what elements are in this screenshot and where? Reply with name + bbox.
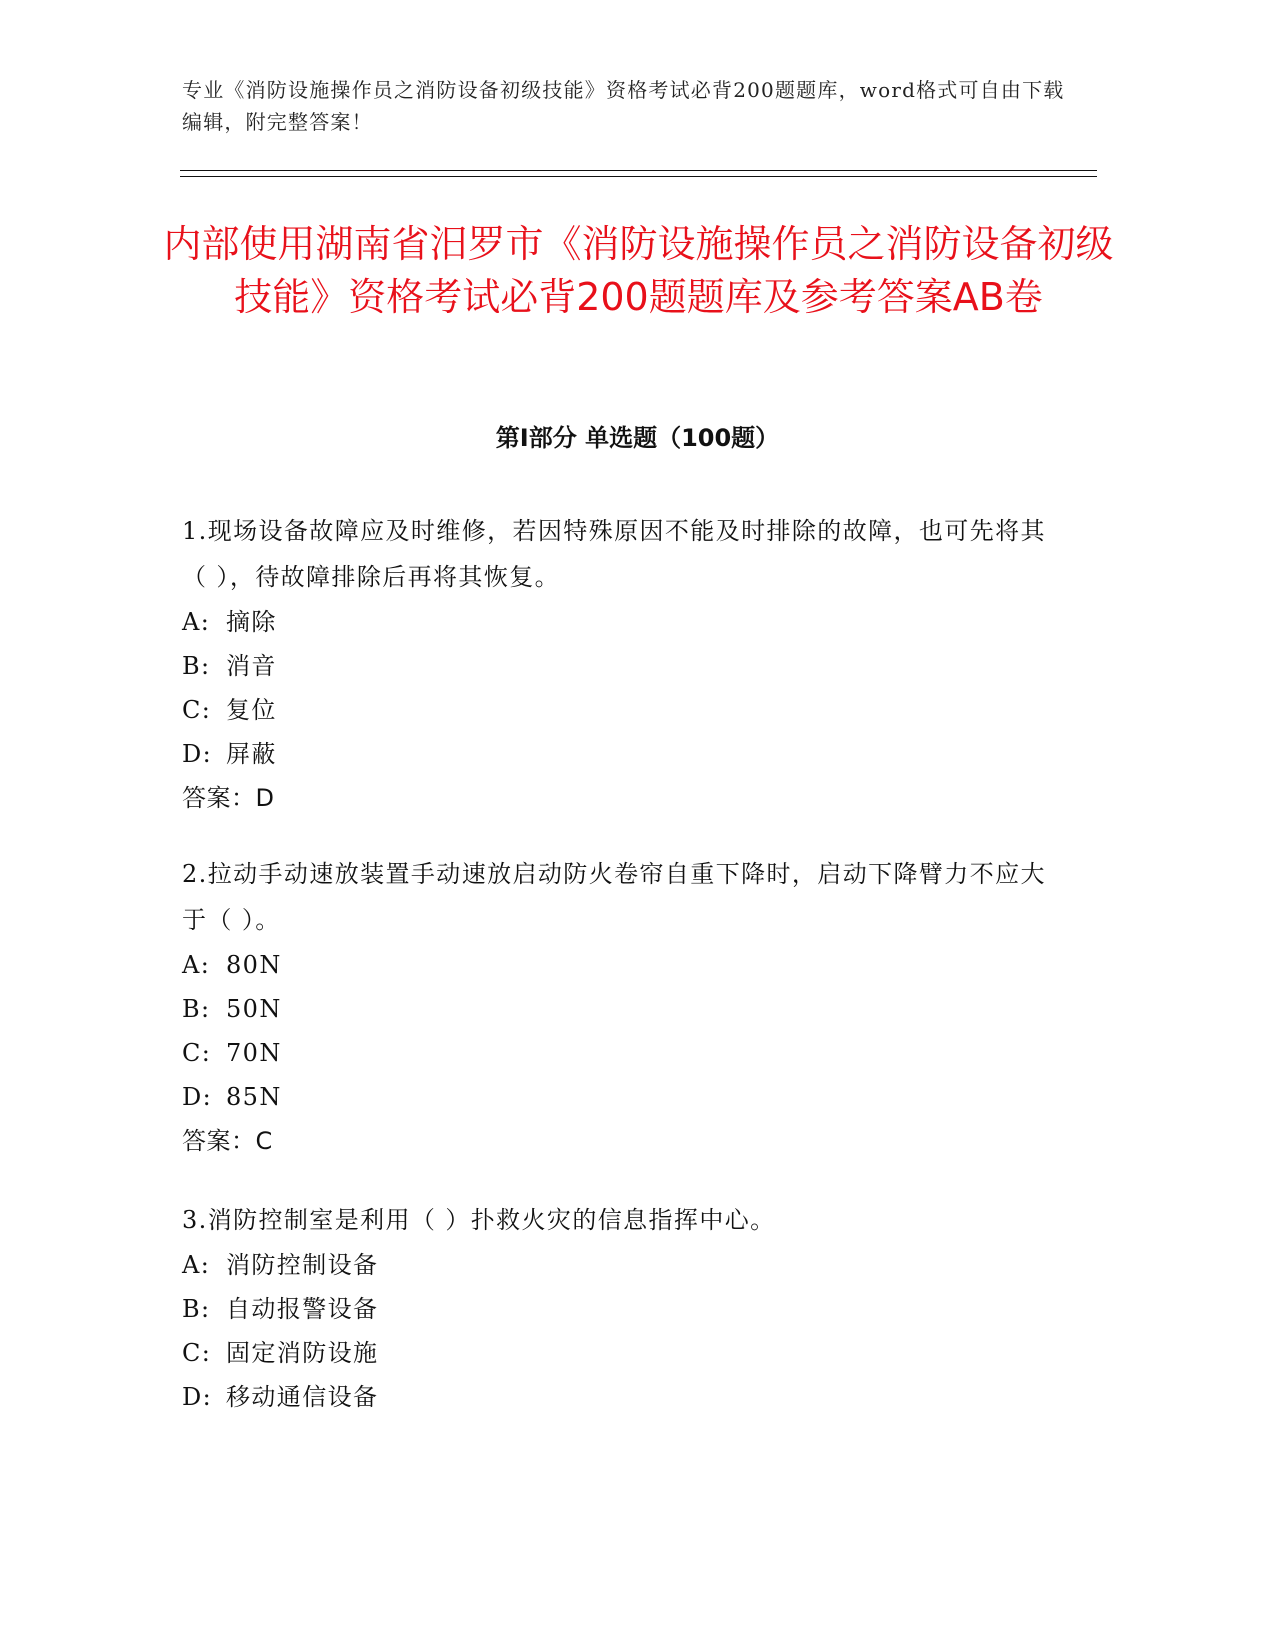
option-text: 移动通信设备 xyxy=(226,1383,379,1411)
option-list xyxy=(182,600,1062,776)
header-rule-bottom xyxy=(180,176,1097,177)
question-2 xyxy=(182,851,1062,1163)
option-key: C: xyxy=(182,1039,212,1067)
option-a xyxy=(182,1243,1062,1287)
option-text: 摘除 xyxy=(226,608,277,636)
document-title: 内部使用湖南省汨罗市《消防设施操作员之消防设备初级技能》资格考试必背200题题库及参考答案AB卷 xyxy=(163,222,1114,319)
option-key: D: xyxy=(182,1383,213,1411)
option-c xyxy=(182,1331,1062,1375)
option-text: 屏蔽 xyxy=(226,740,277,768)
answer-line: 答案：C xyxy=(182,1127,273,1155)
section-heading: 第Ⅰ部分 单选题（100题） xyxy=(495,424,780,452)
question-stem: 2.拉动手动速放装置手动速放启动防火卷帘自重下降时，启动下降臂力不应大于（ ）。 xyxy=(182,860,1046,934)
option-key: A: xyxy=(182,951,211,979)
option-b xyxy=(182,644,1062,688)
option-text: 80N xyxy=(226,951,282,979)
option-key: B: xyxy=(182,995,211,1023)
option-a xyxy=(182,600,1062,644)
option-b xyxy=(182,987,1062,1031)
option-b xyxy=(182,1287,1062,1331)
question-3 xyxy=(182,1197,1062,1419)
option-key: A: xyxy=(182,608,211,636)
option-text: 消音 xyxy=(226,652,277,680)
answer-line: 答案：D xyxy=(182,784,275,812)
option-text: 复位 xyxy=(226,696,277,724)
option-text: 85N xyxy=(226,1083,282,1111)
question-1 xyxy=(182,508,1062,820)
header-note: 专业《消防设施操作员之消防设备初级技能》资格考试必背200题题库，word格式可自由下载编辑，附完整答案！ xyxy=(182,78,1065,134)
option-c xyxy=(182,688,1062,732)
option-key: A: xyxy=(182,1251,211,1279)
option-list xyxy=(182,943,1062,1119)
option-text: 固定消防设施 xyxy=(226,1339,379,1367)
option-text: 50N xyxy=(226,995,282,1023)
option-text: 消防控制设备 xyxy=(226,1251,379,1279)
option-key: B: xyxy=(182,652,211,680)
option-key: D: xyxy=(182,1083,213,1111)
question-stem: 3.消防控制室是利用（ ）扑救火灾的信息指挥中心。 xyxy=(182,1206,776,1234)
question-stem: 1.现场设备故障应及时维修，若因特殊原因不能及时排除的故障，也可先将其（ ），待故障排除后再将其恢复。 xyxy=(182,517,1046,591)
option-key: C: xyxy=(182,696,212,724)
option-a xyxy=(182,943,1062,987)
option-d xyxy=(182,1075,1062,1119)
option-d xyxy=(182,732,1062,776)
option-key: C: xyxy=(182,1339,212,1367)
option-c xyxy=(182,1031,1062,1075)
option-list xyxy=(182,1243,1062,1419)
option-d xyxy=(182,1375,1062,1419)
option-text: 70N xyxy=(226,1039,282,1067)
header-rule-top xyxy=(180,170,1097,171)
option-text: 自动报警设备 xyxy=(226,1295,379,1323)
option-key: B: xyxy=(182,1295,211,1323)
option-key: D: xyxy=(182,740,213,768)
